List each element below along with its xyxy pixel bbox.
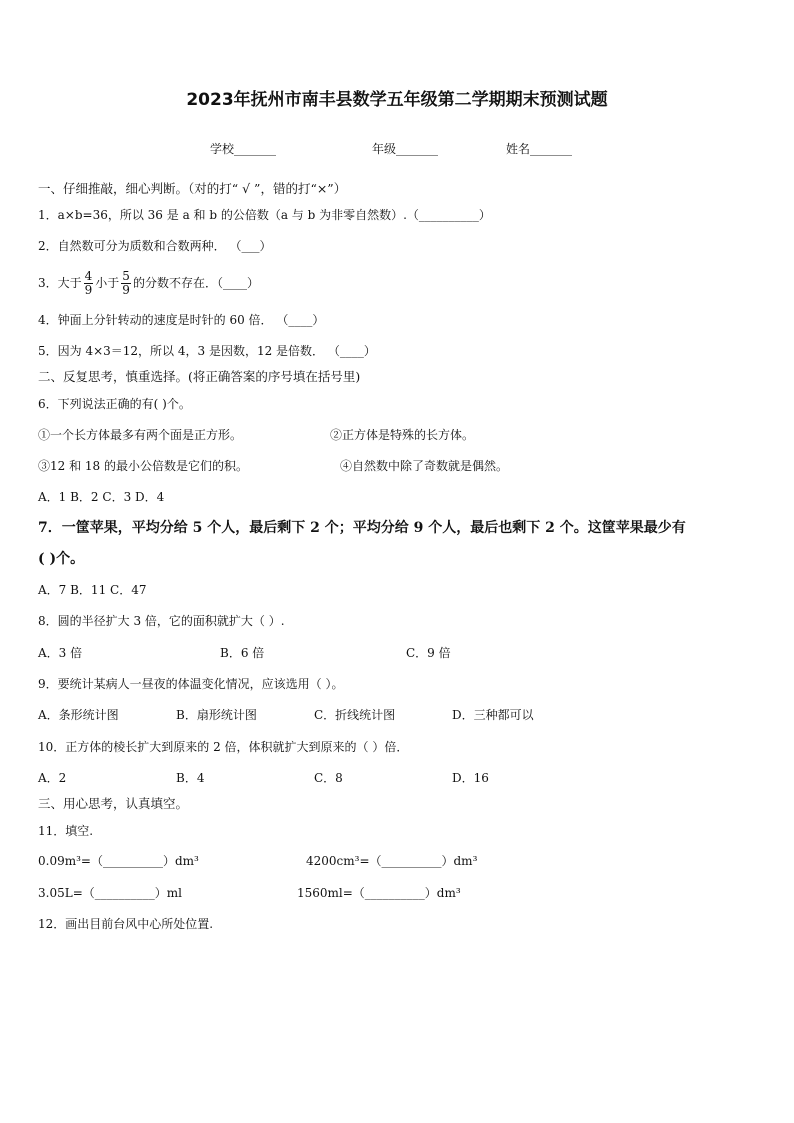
grade-field: 年级_______ <box>372 142 439 156</box>
question-3-mid: 小于 <box>95 276 120 290</box>
question-6: 6．下列说法正确的有( )个。 <box>38 397 191 411</box>
question-7-line-2: ( )个。 <box>38 551 85 567</box>
question-6-statement-1: ①一个长方体最多有两个面是正方形。 <box>38 428 243 442</box>
question-7-line-1: 7．一筐苹果，平均分给 5 个人，最后剩下 2 个；平均分给 9 个人，最后也剩下 2 个。这筐苹果最少有 <box>38 520 686 536</box>
fraction-numerator: 5 <box>122 269 130 283</box>
fraction-denominator: 9 <box>122 283 130 297</box>
page-title: 2023年抚州市南丰县数学五年级第二学期期末预测试题 <box>186 90 608 110</box>
question-10-option-b: B．4 <box>176 771 205 785</box>
question-11-item-3: 3.05L=（__________）ml <box>38 886 182 900</box>
question-11-item-1: 0.09m³=（__________）dm³ <box>38 854 199 868</box>
question-9-option-d: D．三种都可以 <box>452 708 534 722</box>
question-4: 4．钟面上分针转动的速度是时针的 60 倍． （____） <box>38 313 325 327</box>
question-7-options: A．7 B．11 C．47 <box>38 583 147 597</box>
question-3-suffix: 的分数不存在．（____） <box>132 276 259 290</box>
fraction-5-9 <box>121 270 131 297</box>
question-10: 10．正方体的棱长扩大到原来的 2 倍，体积就扩大到原来的（ ）倍． <box>38 740 409 754</box>
question-11-item-2: 4200cm³=（__________）dm³ <box>306 854 478 868</box>
name-field: 姓名_______ <box>506 142 573 156</box>
question-10-option-a: A．2 <box>38 771 67 785</box>
question-8-option-a: A．3 倍 <box>38 646 83 660</box>
fraction-4-9 <box>84 270 94 297</box>
section3-heading: 三、用心思考，认真填空。 <box>38 796 189 811</box>
question-6-statement-3: ③12 和 18 的最小公倍数是它们的积。 <box>38 459 248 473</box>
question-6-options: A．1 B．2 C．3 D．4 <box>38 490 165 504</box>
question-3 <box>38 266 259 300</box>
question-12: 12．画出目前台风中心所处位置. <box>38 917 214 931</box>
question-11-item-4: 1560ml=（__________）dm³ <box>297 886 461 900</box>
question-8: 8．圆的半径扩大 3 倍，它的面积就扩大（ ）. <box>38 614 285 628</box>
question-2: 2．自然数可分为质数和合数两种． （___） <box>38 239 272 253</box>
section1-heading: 一、仔细推敲，细心判断。（对的打“ √ ”，错的打“×”） <box>38 181 347 196</box>
question-9-option-b: B．扇形统计图 <box>176 708 257 722</box>
fraction-numerator: 4 <box>84 269 93 283</box>
school-field: 学校_______ <box>210 142 277 156</box>
question-9-option-c: C．折线统计图 <box>314 708 396 722</box>
section2-heading: 二、反复思考，慎重选择。(将正确答案的序号填在括号里) <box>38 369 361 384</box>
question-3-prefix: 3．大于 <box>38 276 82 290</box>
question-1: 1．a×b=36，所以 36 是 a 和 b 的公倍数（a 与 b 为非零自然数）.（__________） <box>38 208 491 222</box>
question-8-option-b: B．6 倍 <box>220 646 265 660</box>
fraction-denominator: 9 <box>84 283 93 297</box>
question-6-statement-4: ④自然数中除了奇数就是偶然。 <box>340 459 509 473</box>
question-6-statement-2: ②正方体是特殊的长方体。 <box>330 428 475 442</box>
question-8-option-c: C．9 倍 <box>406 646 451 660</box>
question-9: 9．要统计某病人一昼夜的体温变化情况，应该选用（ ）。 <box>38 677 344 691</box>
question-5: 5．因为 4×3＝12，所以 4，3 是因数，12 是倍数． （____） <box>38 344 376 358</box>
question-10-option-d: D．16 <box>452 771 489 785</box>
question-11: 11．填空. <box>38 824 94 838</box>
question-10-option-c: C．8 <box>314 771 343 785</box>
question-9-option-a: A．条形统计图 <box>38 708 119 722</box>
